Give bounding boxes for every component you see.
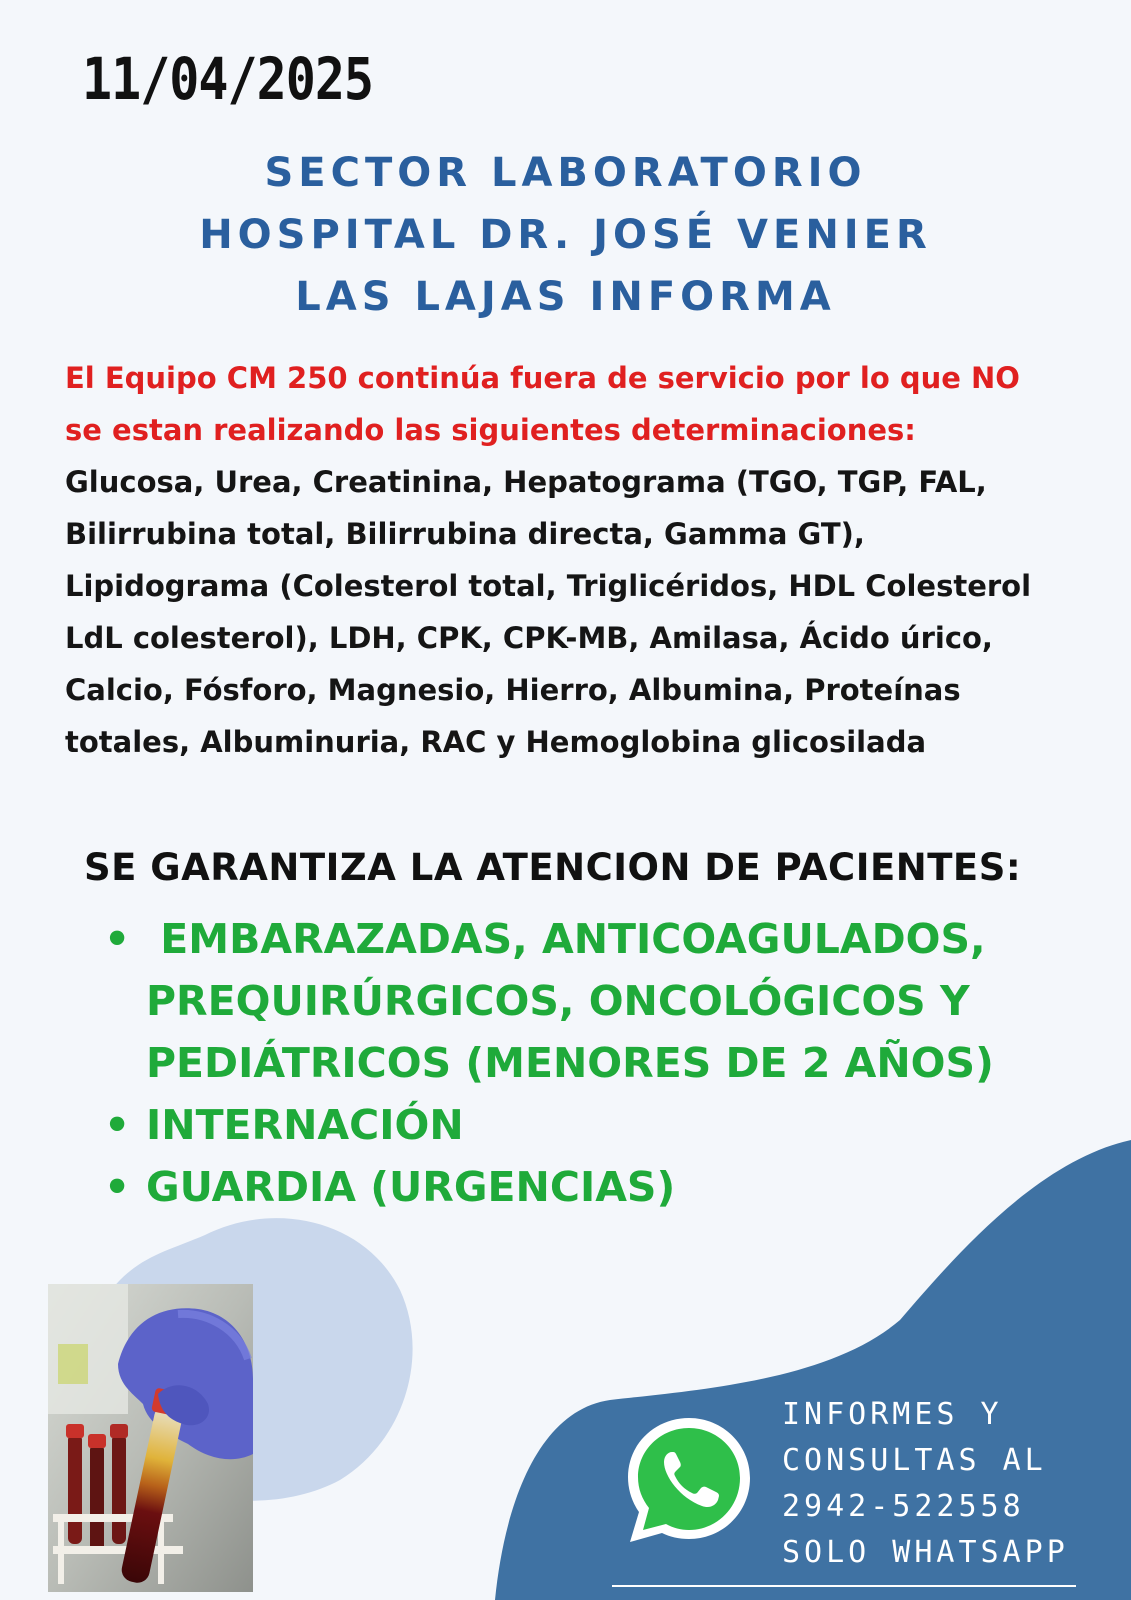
- contact-info: [782, 1392, 1069, 1576]
- list-item: [104, 908, 994, 1094]
- tests-line: LdL colesterol), LDH, CPK, CPK-MB, Amilasa, Ácido úrico,: [65, 621, 993, 655]
- warning-line: El Equipo CM 250 continúa fuera de servicio por lo que NO: [65, 361, 1020, 395]
- divider: [612, 1585, 1076, 1587]
- header-line: LAS LAJAS INFORMA: [295, 274, 836, 320]
- tests-list: [65, 456, 1115, 768]
- warning-text: [65, 352, 1115, 456]
- header-title: [0, 142, 1131, 328]
- list-item: [104, 1094, 994, 1156]
- lab-blood-sample-photo: [48, 1284, 253, 1592]
- warning-line: se estan realizando las siguientes determinaciones:: [65, 413, 916, 447]
- header-line: SECTOR LABORATORIO: [264, 150, 867, 196]
- tests-line: totales, Albuminuria, RAC y Hemoglobina glicosilada: [65, 725, 927, 759]
- contact-line: SOLO WHATSAPP: [782, 1535, 1069, 1570]
- contact-phone: 2942-522558: [782, 1489, 1025, 1524]
- list-item-line: EMBARAZADAS, ANTICOAGULADOS,: [146, 915, 986, 963]
- tests-line: Calcio, Fósforo, Magnesio, Hierro, Albumina, Proteínas: [65, 673, 961, 707]
- list-item: [104, 1156, 994, 1218]
- header-line: HOSPITAL DR. JOSÉ VENIER: [199, 212, 932, 258]
- bullet: •: [104, 1163, 131, 1211]
- contact-line: INFORMES Y: [782, 1397, 1003, 1432]
- list-item-line: GUARDIA (URGENCIAS): [146, 1163, 676, 1211]
- bullet: •: [104, 915, 131, 963]
- guarantee-title: SE GARANTIZA LA ATENCION DE PACIENTES:: [84, 846, 1022, 889]
- date: 11/04/2025: [82, 46, 374, 113]
- tests-line: Bilirrubina total, Bilirrubina directa, Gamma GT),: [65, 517, 865, 551]
- list-item-line: INTERNACIÓN: [146, 1101, 464, 1149]
- tests-line: Lipidograma (Colesterol total, Triglicéridos, HDL Colesterol: [65, 569, 1032, 603]
- bullet: •: [104, 1101, 131, 1149]
- patient-groups-list: [104, 908, 994, 1218]
- list-item-line: PEDIÁTRICOS (MENORES DE 2 AÑOS): [146, 1039, 994, 1087]
- whatsapp-icon: [624, 1414, 754, 1548]
- list-item-line: PREQUIRÚRGICOS, ONCOLÓGICOS Y: [146, 977, 970, 1025]
- contact-line: CONSULTAS AL: [782, 1443, 1047, 1478]
- tests-line: Glucosa, Urea, Creatinina, Hepatograma (TGO, TGP, FAL,: [65, 465, 987, 499]
